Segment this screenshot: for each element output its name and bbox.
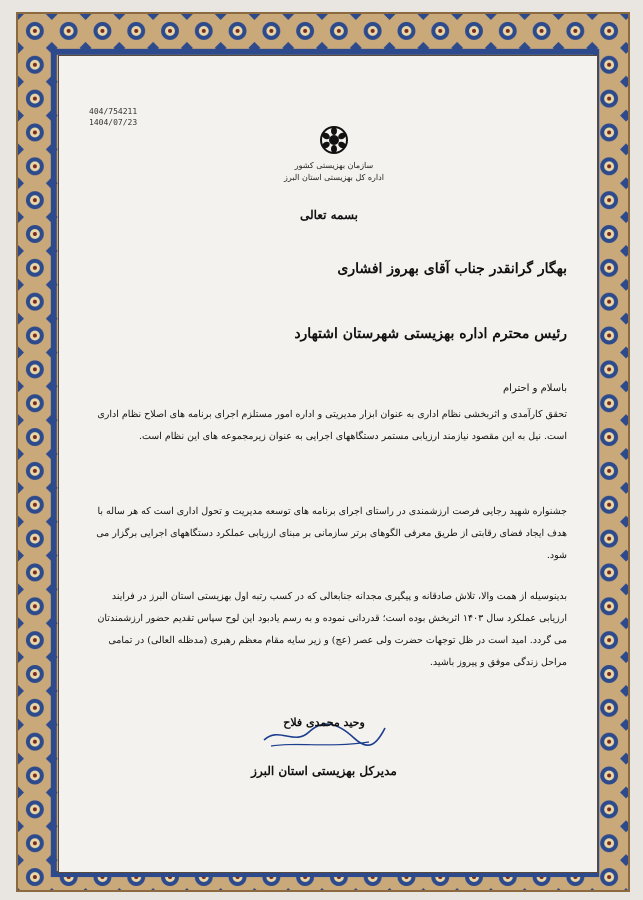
signer-name: وحید محمدی فلاح: [283, 716, 365, 729]
greeting: باسلام و احترام: [502, 383, 567, 394]
signer-title: مدیرکل بهزیستی استان البرز: [251, 764, 397, 778]
bismillah-heading: بسمه تعالی: [299, 208, 359, 222]
reference-number: 404/754211: [89, 107, 138, 116]
addressee-title: رئیس محترم اداره بهزیستی شهرستان اشتهارد: [294, 326, 567, 342]
letter-body: [58, 55, 598, 873]
addressee-name: بهگار گرانقدر جناب آقای بهروز افشاری: [337, 261, 567, 277]
body-paragraph-3: بدینوسیله از همت والا، تلاش صادقانه و پیگیری مجدانه جنابعالی که در کسب رتبه اول بهزیستی استان البرز در فرایند ارزیابی عملکرد سال ۱۴۰۳ اثربخش بوده است؛ قدردانی نموده و به رسم یادبود این لوح سپاس تقدیم حضور ارزشمندتان می گردد. امید است در ظل توجهات حضرت ولی عصر (عج) و زیر سایه مقام معظم رهبری (مدظله العالی) در تمامی مراحل زندگی موفق و پیروز باشید.: [97, 591, 567, 668]
reference-block: [89, 106, 137, 128]
organization-name: سازمان بهزیستی کشور اداره کل بهزیستی استان البرز: [284, 161, 384, 182]
body-paragraph-1: تحقق کارآمدی و اثربخشی نظام اداری به عنوان ابزار مدیریتی و اداره امور مستلزم اجرای برنامه های اصلاح نظام اداری است. نیل به این مقصود نیازمند ارزیابی مستمر دستگاههای اجرایی به عنوان زیرمجموعه های این نظام است.: [97, 409, 567, 442]
reference-date: 1404/07/23: [89, 118, 138, 127]
body-paragraph-2: جشنواره شهید رجایی فرصت ارزشمندی در راستای اجرای برنامه های توسعه مدیریت و تحول اداری است که هر ساله با هدف ایجاد فضای رقابتی از طریق معرفی الگوهای برتر سازمانی بر مبنای ارزیابی عملکرد دستگاههای اجرایی برگزار می شود.: [96, 506, 567, 561]
